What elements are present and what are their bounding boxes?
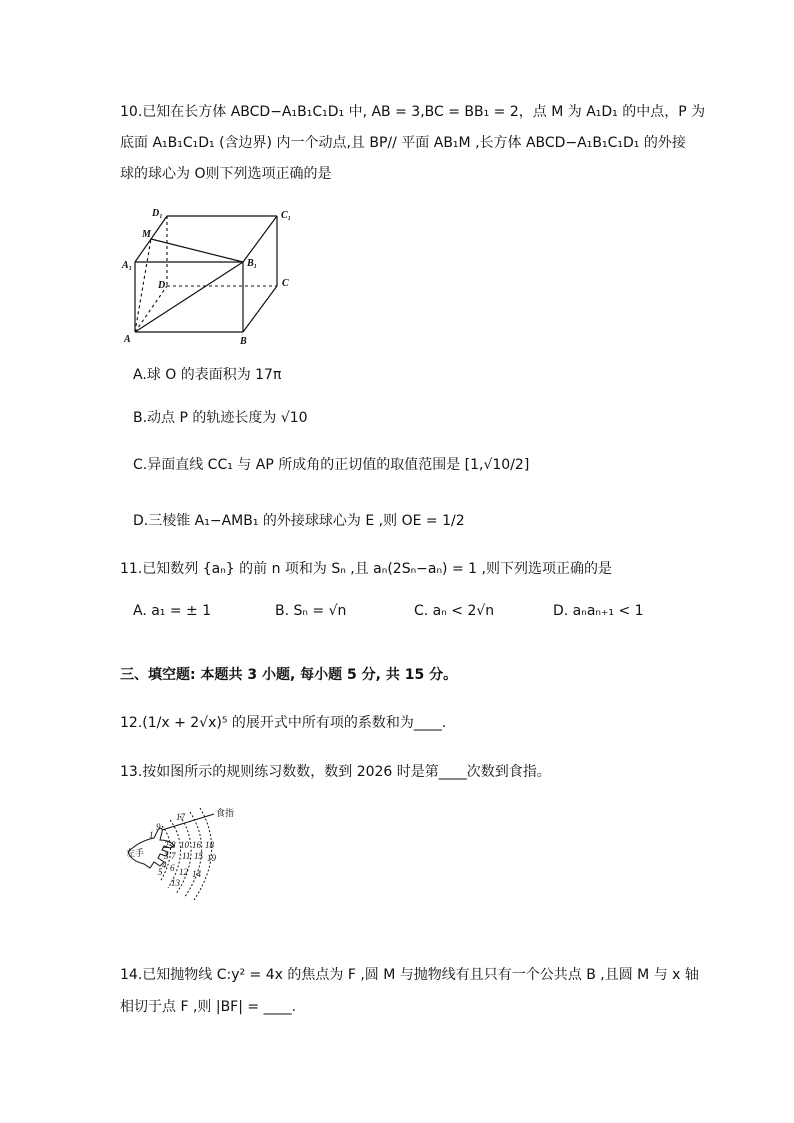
num-18: 18 bbox=[205, 840, 214, 850]
label-m: M bbox=[142, 229, 151, 240]
label-c: C bbox=[282, 278, 289, 289]
label-a1: A₁ bbox=[122, 260, 133, 271]
q11-option-a: A. a₁ = ± 1 bbox=[133, 603, 212, 619]
q11-stem: 11.已知数列 {aₙ} 的前 n 项和为 Sₙ ,且 aₙ(2Sₙ−aₙ) = 1 ,则下列选项正确的是 bbox=[120, 561, 612, 577]
q10-stem-line2: 底面 A₁B₁C₁D₁ (含边界) 内一个动点,且 BP// 平面 AB₁M ,长方体 ABCD−A₁B₁C₁D₁ 的外接 bbox=[120, 135, 686, 151]
label-d1: D₁ bbox=[152, 208, 163, 219]
label-b1: B₁ bbox=[247, 258, 258, 269]
num-19: 19 bbox=[207, 853, 216, 863]
q12-stem: 12.(1/x + 2√x)⁵ 的展开式中所有项的系数和为____. bbox=[120, 715, 447, 731]
q13-counting-hand-figure bbox=[118, 800, 248, 900]
label-index-finger: 食指 bbox=[216, 808, 235, 818]
num-3: 3 bbox=[164, 851, 169, 861]
label-left-hand: 左手 bbox=[126, 848, 145, 858]
q10-stem-line1: 10.已知在长方体 ABCD−A₁B₁C₁D₁ 中, AB = 3,BC = BB₁ = 2，点 M 为 A₁D₁ 的中点，P 为 bbox=[120, 104, 706, 120]
num-9: 9 bbox=[156, 822, 161, 832]
q14-stem-line2: 相切于点 F ,则 |BF| = ____. bbox=[120, 999, 297, 1015]
num-12: 12 bbox=[179, 867, 188, 877]
q13-stem: 13.按如图所示的规则练习数数，数到 2026 时是第____次数到食指。 bbox=[120, 764, 551, 780]
label-d: D bbox=[158, 280, 166, 291]
q10-option-c: C.异面直线 CC₁ 与 AP 所成角的正切值的取值范围是 [1,√10/2] bbox=[133, 457, 530, 473]
num-2: 2 bbox=[164, 840, 169, 850]
label-a: A bbox=[124, 334, 131, 345]
q10-stem-line3: 球的球心为 O则下列选项正确的是 bbox=[120, 166, 332, 182]
q10-option-d: D.三棱锥 A₁−AMB₁ 的外接球球心为 E ,则 OE = 1/2 bbox=[133, 513, 465, 529]
num-6: 6 bbox=[170, 863, 175, 873]
q10-option-a: A.球 O 的表面积为 17π bbox=[133, 367, 282, 383]
section-3-heading: 三、填空题: 本题共 3 小题, 每小题 5 分, 共 15 分。 bbox=[120, 667, 458, 683]
num-7: 7 bbox=[171, 851, 176, 861]
num-10: 10 bbox=[180, 840, 189, 850]
num-14: 14 bbox=[192, 869, 201, 879]
num-15: 15 bbox=[194, 851, 203, 861]
num-17: 17 bbox=[176, 812, 185, 822]
num-13: 13 bbox=[171, 878, 180, 888]
q14-stem-line1: 14.已知抛物线 C:y² = 4x 的焦点为 F ,圆 M 与抛物线有且只有一个公共点 B ,且圆 M 与 x 轴 bbox=[120, 967, 699, 983]
q11-option-d: D. aₙaₙ₊₁ < 1 bbox=[553, 603, 644, 619]
num-11: 11 bbox=[182, 851, 191, 861]
q10-cuboid-figure bbox=[110, 200, 310, 348]
label-b: B bbox=[240, 336, 247, 347]
num-5: 5 bbox=[158, 867, 163, 877]
q11-option-b: B. Sₙ = √n bbox=[275, 603, 347, 619]
num-8: 8 bbox=[171, 840, 176, 850]
num-1: 1 bbox=[149, 830, 154, 840]
num-4: 4 bbox=[162, 860, 167, 870]
num-16: 16 bbox=[192, 840, 201, 850]
label-c1: C₁ bbox=[281, 210, 292, 221]
q10-option-b: B.动点 P 的轨迹长度为 √10 bbox=[133, 410, 308, 426]
q11-option-c: C. aₙ < 2√n bbox=[414, 603, 495, 619]
